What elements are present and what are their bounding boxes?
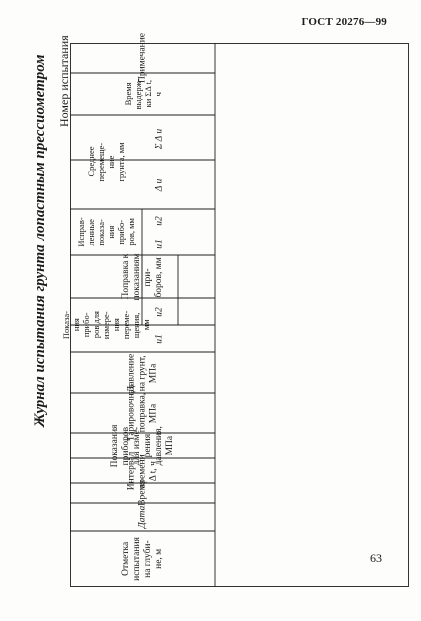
header-u1-corrected: u1 <box>154 238 165 249</box>
header-date: Дата <box>137 505 147 529</box>
header-depth: Отметка испытания на глуби- не, м <box>120 537 164 581</box>
header-delta-u: Δ u <box>154 178 165 191</box>
header-corrected-readings: Исправ- ленные показа- ния прибо- ров, мм <box>76 217 136 247</box>
header-mean-displacement: Среднее перемеще- ние грунта, мм <box>86 142 126 182</box>
test-number-label: Номер испытания <box>57 35 71 127</box>
header-interval: Интервал времени Δ t, ч <box>126 451 158 490</box>
header-u1-readings: u1 <box>154 333 165 344</box>
header-u2-corrected: u2 <box>154 215 165 226</box>
page-number: 63 <box>370 551 382 565</box>
journal-title: Журнал испытания грунта лопастным прессиометром <box>32 54 48 427</box>
header-hold-time: Время выдерж- ки ΣΔ t, ч <box>122 78 163 110</box>
header-remarks: Примечание <box>137 32 147 84</box>
header-displacement-readings: Показа- ния прибо- ров для измере- ния переме- щения, мм <box>61 310 151 340</box>
header-sum-delta-u: Σ Δ u <box>154 128 165 149</box>
header-correction: Поправка к показаниям при- боров, мм <box>120 252 164 301</box>
document-header: ГОСТ 20276—99 <box>301 16 387 28</box>
header-soil-pressure: Давление на грунт, МПа <box>126 353 158 392</box>
header-time: Время <box>137 480 147 506</box>
header-pressure-readings: Показания приборов для изме- рения давления, МПа <box>109 424 175 467</box>
header-u2-readings: u2 <box>154 306 165 317</box>
header-calibration: Тарировочная поправка, МПа <box>126 384 158 442</box>
